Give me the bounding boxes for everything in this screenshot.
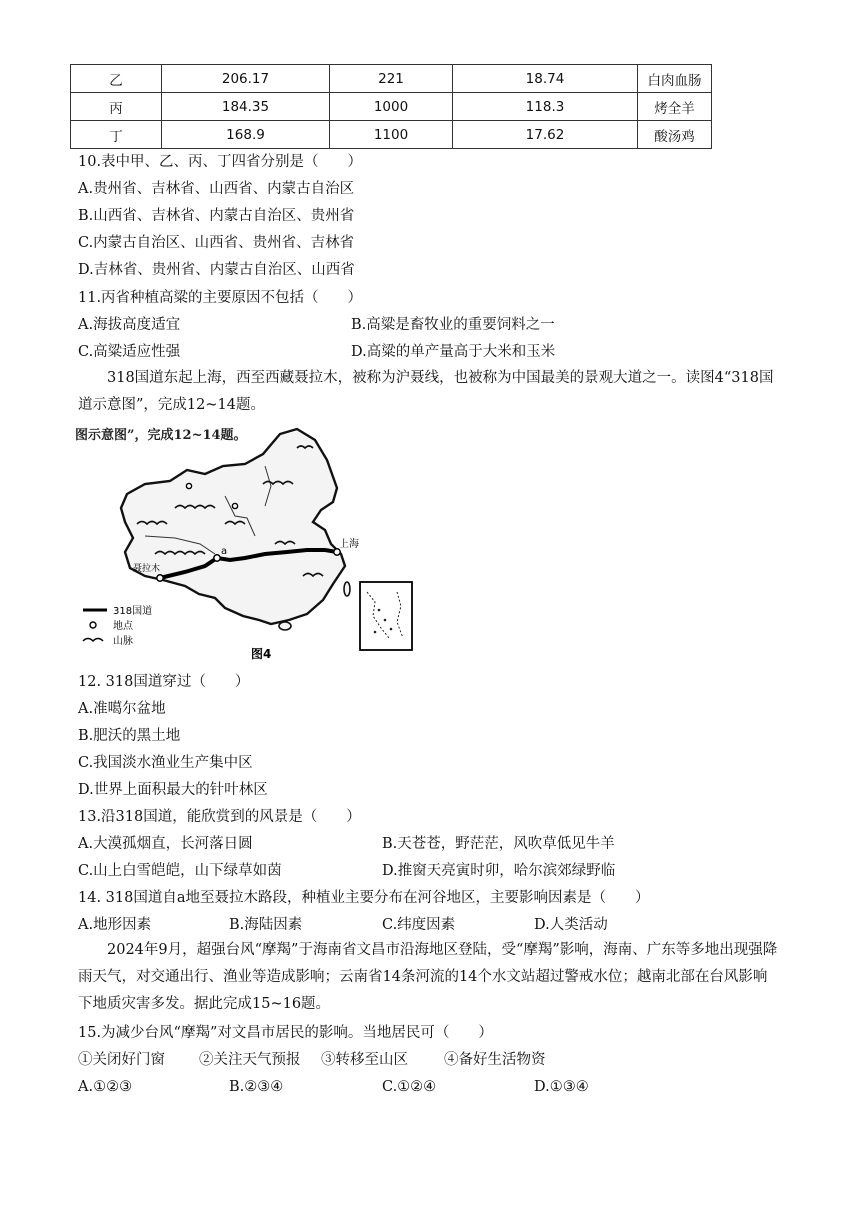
table-cell: 18.74 xyxy=(453,65,638,93)
q10-stem: 10.表中甲、乙、丙、丁四省分别是（ ） xyxy=(78,154,363,170)
q15-stem: 15.为减少台风“摩羯”对文昌市居民的影响。当地居民可（ ） xyxy=(78,1025,493,1041)
table-cell: 酸汤鸡 xyxy=(638,121,712,149)
shanghai-label: 上海 xyxy=(339,539,359,550)
q12-option-c: C.我国淡水渔业生产集中区 xyxy=(78,755,253,771)
q14-option-d: D.人类活动 xyxy=(534,917,608,933)
intro-typhoon-paragraph: 2024年9月，超强台风“摩羯”于海南省文昌市沿海地区登陆，受“摩羯”影响，海南、广东等多地出现强降雨天气，对交通出行、渔业等造成影响；云南省14条河流的14个水文站超过警戒水位；越南北部在台风影响下地质灾害多发。据此完成15~16题。 xyxy=(78,942,778,1012)
q15-option-d: D.①③④ xyxy=(534,1079,589,1095)
table-row xyxy=(71,121,712,149)
q13-option-c: C.山上白雪皑皑，山下绿草如茵 xyxy=(78,863,282,879)
q15-item: ①关闭好门窗 xyxy=(78,1052,165,1068)
intro-318-paragraph: 318国道东起上海，西至西藏聂拉木，被称为沪聂线，也被称为中国最美的景观大道之一。读图4“318国道示意图”，完成12~14题。 xyxy=(78,370,774,413)
q12-option-a: A.准噶尔盆地 xyxy=(78,701,166,717)
table-cell: 118.3 xyxy=(453,93,638,121)
table-cell: 1100 xyxy=(330,121,453,149)
table-cell: 丙 xyxy=(71,93,162,121)
table-cell: 17.62 xyxy=(453,121,638,149)
q15-option-c: C.①②④ xyxy=(382,1079,437,1095)
table-cell: 乙 xyxy=(71,65,162,93)
place-point-icon xyxy=(186,483,191,488)
table-cell: 168.9 xyxy=(162,121,330,149)
q14-option-c: C.纬度因素 xyxy=(382,917,456,933)
map-legend xyxy=(83,604,152,647)
china-outline xyxy=(121,429,345,624)
table-cell: 白肉血肠 xyxy=(638,65,712,93)
place-point-icon xyxy=(214,555,220,561)
q15-item: ④备好生活物资 xyxy=(444,1052,546,1068)
point-a-label: a xyxy=(221,546,228,557)
route-318-map xyxy=(75,426,420,666)
q11-option-b: B.高粱是畜牧业的重要饲料之一 xyxy=(351,317,555,333)
q13-option-b: B.天苍苍，野茫茫，风吹草低见牛羊 xyxy=(382,836,615,852)
legend-mountain-label: 山脉 xyxy=(113,636,133,647)
q12-option-b: B.肥沃的黑土地 xyxy=(78,728,181,744)
q11-option-a: A.海拔高度适宜 xyxy=(78,317,181,333)
legend-point-label: 地点 xyxy=(113,621,133,632)
q11-option-c: C.高粱适应性强 xyxy=(78,344,181,360)
table-cell: 221 xyxy=(330,65,453,93)
q10-option-b: B.山西省、吉林省、内蒙古自治区、贵州省 xyxy=(78,208,355,224)
taiwan-island xyxy=(344,582,350,596)
figure-caption: 图4 xyxy=(251,647,272,661)
table-row xyxy=(71,65,712,93)
hainan-island xyxy=(279,622,291,630)
table-cell: 丁 xyxy=(71,121,162,149)
q13-option-d: D.推窗天亮寅时卯，哈尔滨郊绿野临 xyxy=(382,863,616,879)
q15-item: ②关注天气预报 xyxy=(199,1052,301,1068)
nielamu-label: 聂拉木 xyxy=(133,564,161,574)
q11-stem: 11.丙省种植高粱的主要原因不包括（ ） xyxy=(78,290,363,306)
place-point-icon xyxy=(157,575,163,581)
legend-road-label: 318国道 xyxy=(113,606,153,617)
q14-option-a: A.地形因素 xyxy=(78,917,152,933)
q10-option-d: D.吉林省、贵州省、内蒙古自治区、山西省 xyxy=(78,262,355,278)
q10-option-a: A.贵州省、吉林省、山西省、内蒙古自治区 xyxy=(78,181,355,197)
legend-point-icon xyxy=(90,622,96,628)
province-table xyxy=(70,64,712,149)
q15-option-a: A.①②③ xyxy=(78,1079,133,1095)
q15-option-b: B.②③④ xyxy=(229,1079,284,1095)
q14-stem: 14. 318国道自a地至聂拉木路段，种植业主要分布在河谷地区，主要影响因素是（ ） xyxy=(78,890,650,906)
q10-option-c: C.内蒙古自治区、山西省、贵州省、吉林省 xyxy=(78,235,355,251)
q12-option-d: D.世界上面积最大的针叶林区 xyxy=(78,782,268,798)
q12-stem: 12. 318国道穿过（ ） xyxy=(78,674,250,690)
table-cell: 206.17 xyxy=(162,65,330,93)
map-header-text: 图示意图”，完成12~14题。 xyxy=(75,428,247,443)
q15-item: ③转移至山区 xyxy=(321,1052,408,1068)
q13-option-a: A.大漠孤烟直，长河落日圆 xyxy=(78,836,253,852)
q14-option-b: B.海陆因素 xyxy=(229,917,303,933)
legend-mountain-icon xyxy=(83,639,103,642)
table-row xyxy=(71,93,712,121)
q11-option-d: D.高粱的单产量高于大米和玉米 xyxy=(351,344,556,360)
table-cell: 烤全羊 xyxy=(638,93,712,121)
q13-stem: 13.沿318国道，能欣赏到的风景是（ ） xyxy=(78,809,361,825)
table-cell: 184.35 xyxy=(162,93,330,121)
place-point-icon xyxy=(232,503,237,508)
table-cell: 1000 xyxy=(330,93,453,121)
